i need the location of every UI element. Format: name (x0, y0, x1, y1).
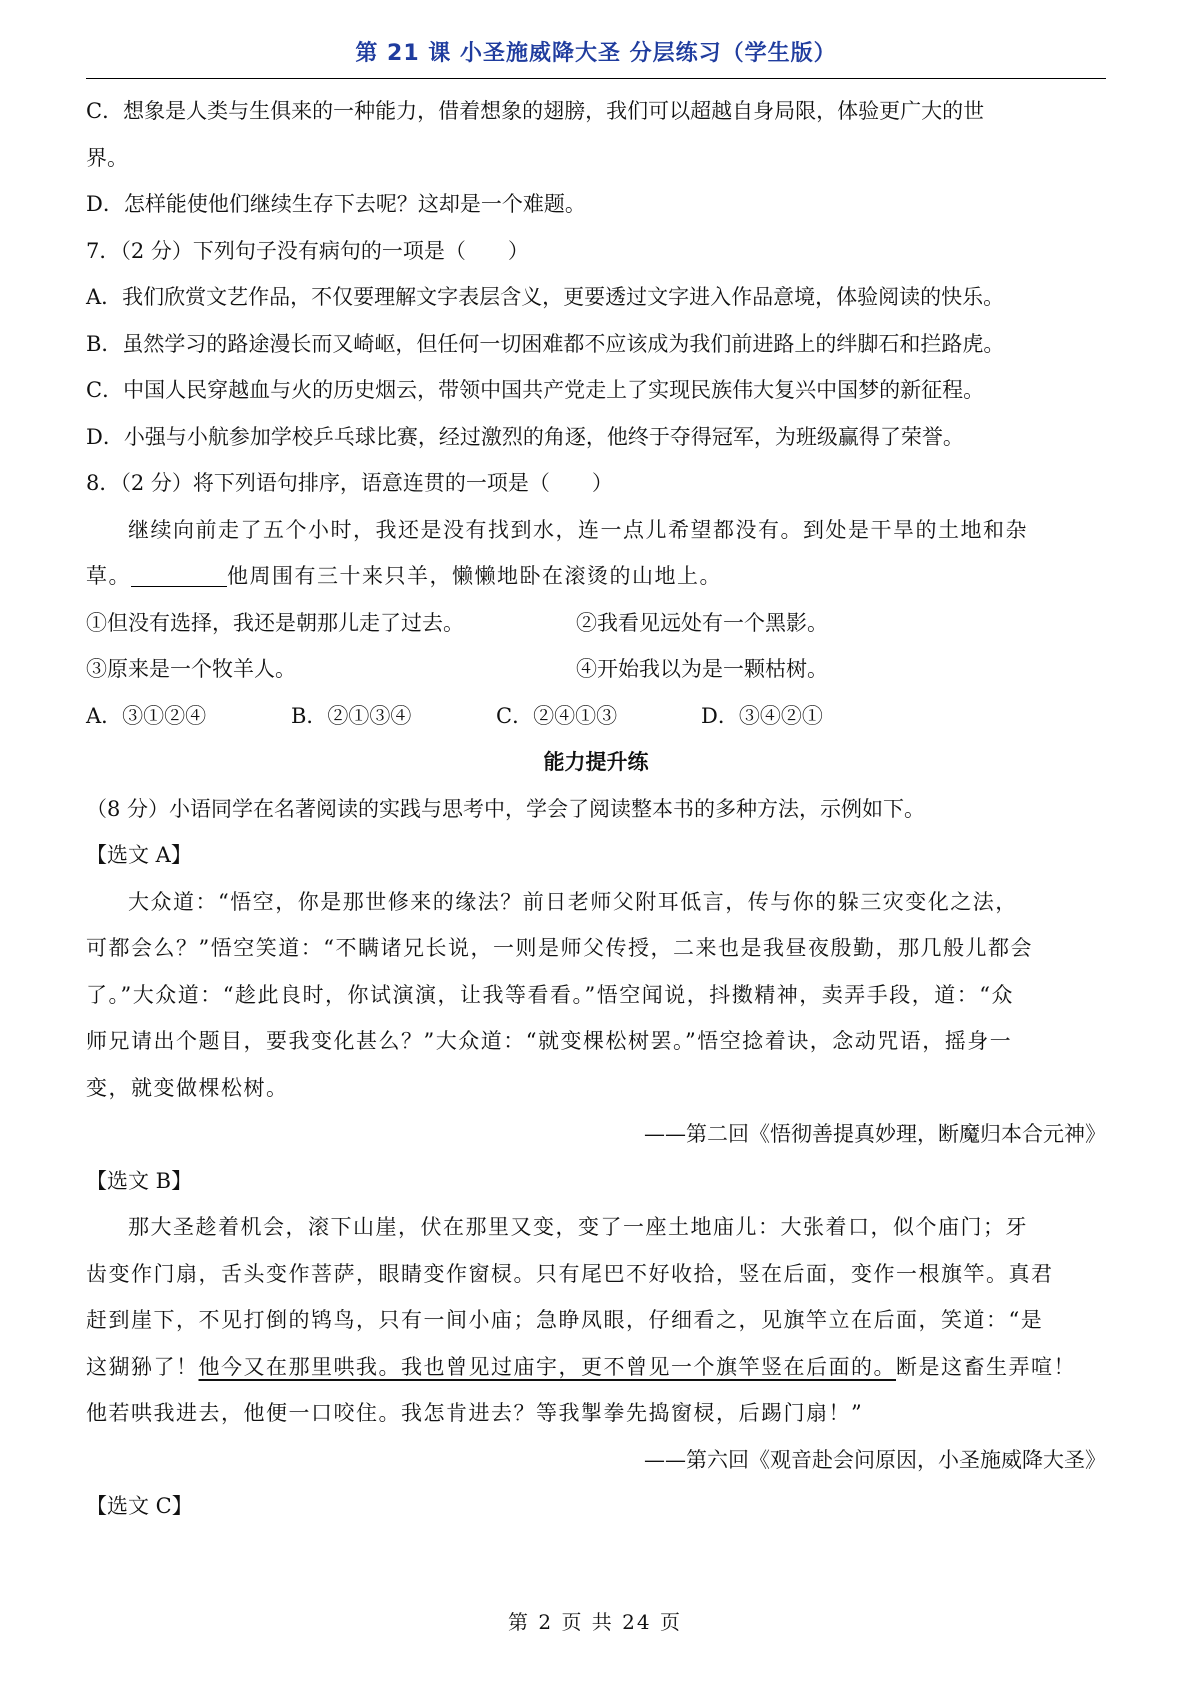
excerpt-a-line4: 师兄请出个题目，要我变化甚么？”大众道：“就变棵松树罢。”悟空捻着诀，念动咒语，摇身一 (86, 1029, 1013, 1053)
section-intro: （8 分）小语同学在名著阅读的实践与思考中，学会了阅读整本书的多种方法，示例如下。 (86, 796, 926, 821)
q7-option-b: B．虽然学习的路途漫长而又崎岖，但任何一切困难都不应该成为我们前进路上的绊脚石和拦路虎。 (86, 331, 1005, 356)
excerpt-b-line5: 他若哄我进去，他便一口咬住。我怎肯进去？等我掣拳先捣窗棂，后踢门扇！” (86, 1401, 864, 1425)
underlined-sentence: 他今又在那里哄我。我也曾见过庙宇，更不曾见一个旗竿竖在后面的。 (198, 1354, 896, 1379)
q8-choice-b: B．②①③④ (291, 703, 412, 728)
q7-option-a: A．我们欣赏文艺作品，不仅要理解文字表层含义，更要透过文字进入作品意境，体验阅读的快乐。 (86, 285, 1005, 309)
excerpt-a-source: ——第二回《悟彻善提真妙理，断魔归本合元神》 (644, 1122, 1106, 1146)
q8-choice-d: D．③④②① (701, 703, 823, 728)
q7-option-d: D．小强与小航参加学校乒乓球比赛，经过激烈的角逐，他终于夺得冠军，为班级赢得了荣誉。 (86, 424, 964, 449)
excerpt-b-line4-end: 断是这畜生弄喧！ (896, 1354, 1076, 1379)
q8-sentence-2: ②我看见远处有一个黑影。 (576, 610, 828, 635)
q8-choices (86, 693, 1106, 740)
excerpt-a-line5: 变，就变做棵松树。 (86, 1075, 289, 1100)
q8-sentences-row1 (86, 600, 1106, 647)
page-header-title: 第 21 课 小圣施威降大圣 分层练习（学生版） (355, 41, 837, 66)
fill-in-blank (131, 563, 227, 587)
q8-choice-c: C．②④①③ (496, 703, 618, 728)
q7-option-c: C．中国人民穿越血与火的历史烟云，带领中国共产党走上了实现民族伟大复兴中国梦的新征程。 (86, 378, 985, 402)
q8-stem: 8．（2 分）将下列语句排序，语意连贯的一项是（ ） (86, 471, 613, 495)
q6-option-d: D．怎样能使他们继续生存下去呢？这却是一个难题。 (86, 192, 586, 216)
q8-sentence-1: ①但没有选择，我还是朝那儿走了过去。 (86, 610, 464, 635)
q8-passage-line1: 继续向前走了五个小时，我还是没有找到水，连一点儿希望都没有。到处是干旱的土地和杂 (128, 517, 1028, 542)
q8-passage-line2 (86, 553, 1106, 600)
excerpt-b-source: ——第六回《观音赴会问原因，小圣施威降大圣》 (644, 1447, 1106, 1472)
q6-option-c-line1: C．想象是人类与生俱来的一种能力，借着想象的翅膀，我们可以超越自身局限，体验更广大的世 (86, 99, 985, 123)
excerpt-c-label: 【选文 C】 (86, 1494, 193, 1518)
section-title: 能力提升练 (543, 750, 649, 774)
q7-stem: 7．（2 分）下列句子没有病句的一项是（ ） (86, 238, 529, 263)
q8-passage-line2-start: 草。 (86, 564, 131, 588)
header-divider (86, 78, 1106, 79)
document-body (86, 88, 1106, 1530)
excerpt-a-line3: 了。”大众道：“趁此良时，你试演演，让我等看看。”悟空闻说，抖擞精神，卖弄手段，道：“众 (86, 982, 1014, 1007)
q8-sentences-row2 (86, 646, 1106, 693)
excerpt-a-line2: 可都会么？”悟空笑道：“不瞒诸兄长说，一则是师父传授，二来也是我昼夜殷勤，那几般儿都会 (86, 936, 1033, 960)
excerpt-b-line4-start: 这猢狲了！ (86, 1354, 199, 1379)
excerpt-b-label: 【选文 B】 (86, 1168, 193, 1193)
excerpt-b-line4 (86, 1344, 1106, 1391)
q8-passage-line2-end: 他周围有三十来只羊，懒懒地卧在滚烫的山地上。 (227, 564, 722, 588)
excerpt-b-line2: 齿变作门扇，舌头变作菩萨，眼睛变作窗棂。只有尾巴不好收拾，竖在后面，变作一根旗竿。真君 (86, 1261, 1054, 1286)
excerpt-a-label: 【选文 A】 (86, 843, 192, 867)
excerpt-b-line3: 赶到崖下，不见打倒的鸨鸟，只有一间小庙；急睁凤眼，仔细看之，见旗竿立在后面，笑道：“是 (86, 1308, 1044, 1332)
excerpt-b-line1: 那大圣趁着机会，滚下山崖，伏在那里又变，变了一座土地庙儿：大张着口，似个庙门；牙 (128, 1215, 1028, 1239)
q8-sentence-3: ③原来是一个牧羊人。 (86, 657, 296, 681)
excerpt-a-line1: 大众道：“悟空，你是那世修来的缘法？前日老师父附耳低言，传与你的躲三灾变化之法， (128, 889, 1018, 914)
q6-option-c-line2: 界。 (86, 145, 128, 170)
q8-choice-a: A．③①②④ (86, 703, 207, 728)
q8-sentence-4: ④开始我以为是一颗枯树。 (576, 657, 828, 681)
page-footer-number: 第 2 页 共 24 页 (508, 1610, 682, 1634)
